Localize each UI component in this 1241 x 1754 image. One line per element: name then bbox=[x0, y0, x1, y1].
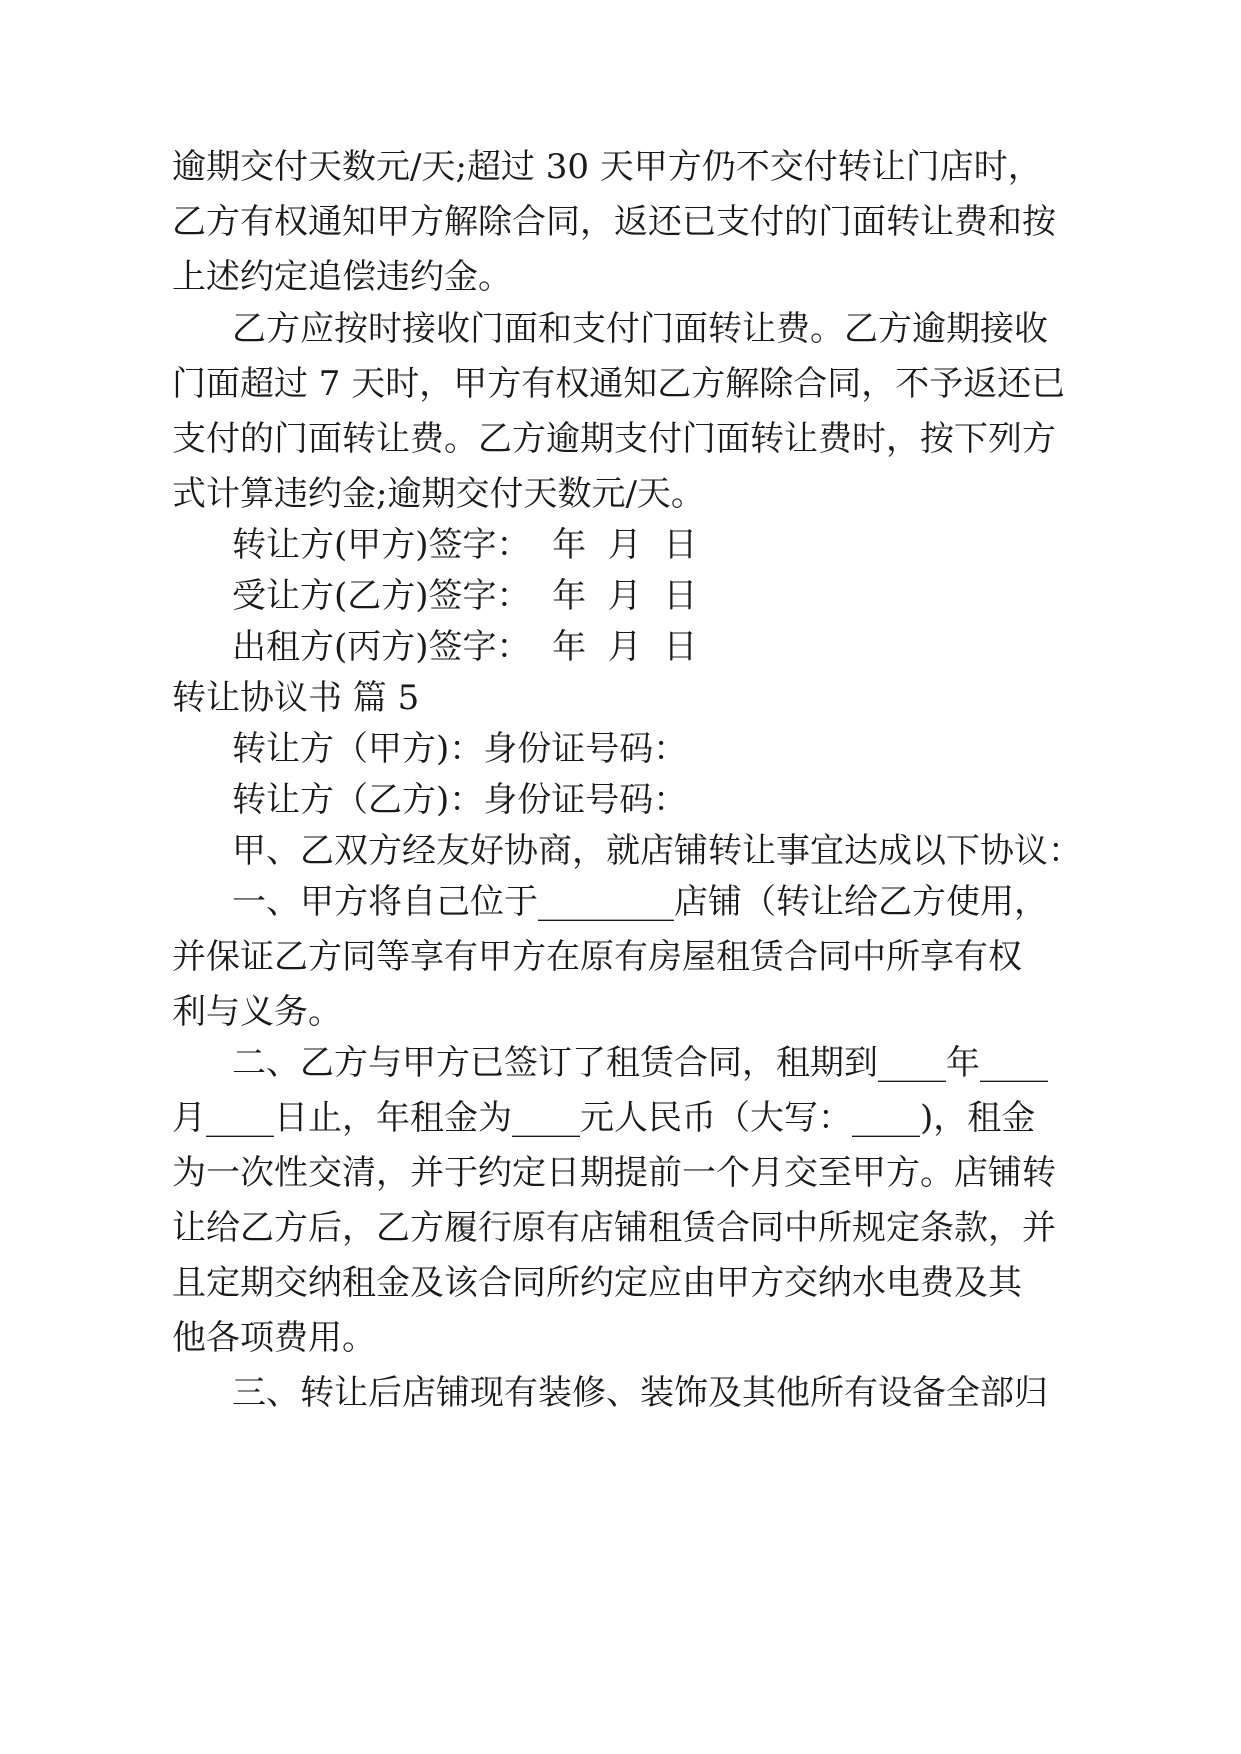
text-line: 让给乙方后，乙方履行原有店铺租赁合同中所规定条款，并 bbox=[172, 1208, 1056, 1248]
text-line: 他各项费用。 bbox=[172, 1318, 376, 1358]
text-line: 支付的门面转让费。乙方逾期支付门面转让费时，按下列方 bbox=[172, 419, 1056, 459]
text-line: 为一次性交清，并于约定日期提前一个月交至甲方。店铺转 bbox=[172, 1153, 1056, 1193]
party-line: 转让方（乙方)：身份证号码： bbox=[232, 780, 688, 820]
text-line: 利与义务。 bbox=[172, 992, 342, 1032]
signature-line: 受让方(乙方)签字： 年 月 日 bbox=[232, 576, 698, 616]
clause-line: 二、乙方与甲方已签订了租赁合同，租期到____年____ bbox=[232, 1043, 1048, 1083]
text-line: 逾期交付天数元/天;超过 30 天甲方仍不交付转让门店时， bbox=[172, 147, 1042, 187]
text-line: 乙方有权通知甲方解除合同，返还已支付的门面转让费和按 bbox=[172, 202, 1056, 242]
text-line: 甲、乙双方经友好协商，就店铺转让事宜达成以下协议： bbox=[232, 831, 1082, 871]
clause-line: 一、甲方将自己位于________店铺（转让给乙方使用， bbox=[232, 882, 1048, 922]
text-line: 式计算违约金;逾期交付天数元/天。 bbox=[172, 474, 705, 514]
text-line: 且定期交纳租金及该合同所约定应由甲方交纳水电费及其 bbox=[172, 1263, 1022, 1303]
text-line: 乙方应按时接收门面和支付门面转让费。乙方逾期接收 bbox=[232, 309, 1048, 349]
signature-line: 转让方(甲方)签字： 年 月 日 bbox=[232, 525, 698, 565]
text-line: 上述约定追偿违约金。 bbox=[172, 257, 512, 297]
text-line: 并保证乙方同等享有甲方在原有房屋租赁合同中所享有权 bbox=[172, 937, 1022, 977]
party-line: 转让方（甲方)：身份证号码： bbox=[232, 729, 688, 769]
text-line: 门面超过 7 天时，甲方有权通知乙方解除合同，不予返还已 bbox=[172, 364, 1066, 404]
text-line: 月____日止，年租金为____元人民币（大写：____)，租金 bbox=[172, 1098, 1036, 1138]
section-heading: 转让协议书 篇 5 bbox=[172, 678, 420, 718]
signature-line: 出租方(丙方)签字： 年 月 日 bbox=[232, 627, 698, 667]
clause-line: 三、转让后店铺现有装修、装饰及其他所有设备全部归 bbox=[232, 1373, 1048, 1413]
